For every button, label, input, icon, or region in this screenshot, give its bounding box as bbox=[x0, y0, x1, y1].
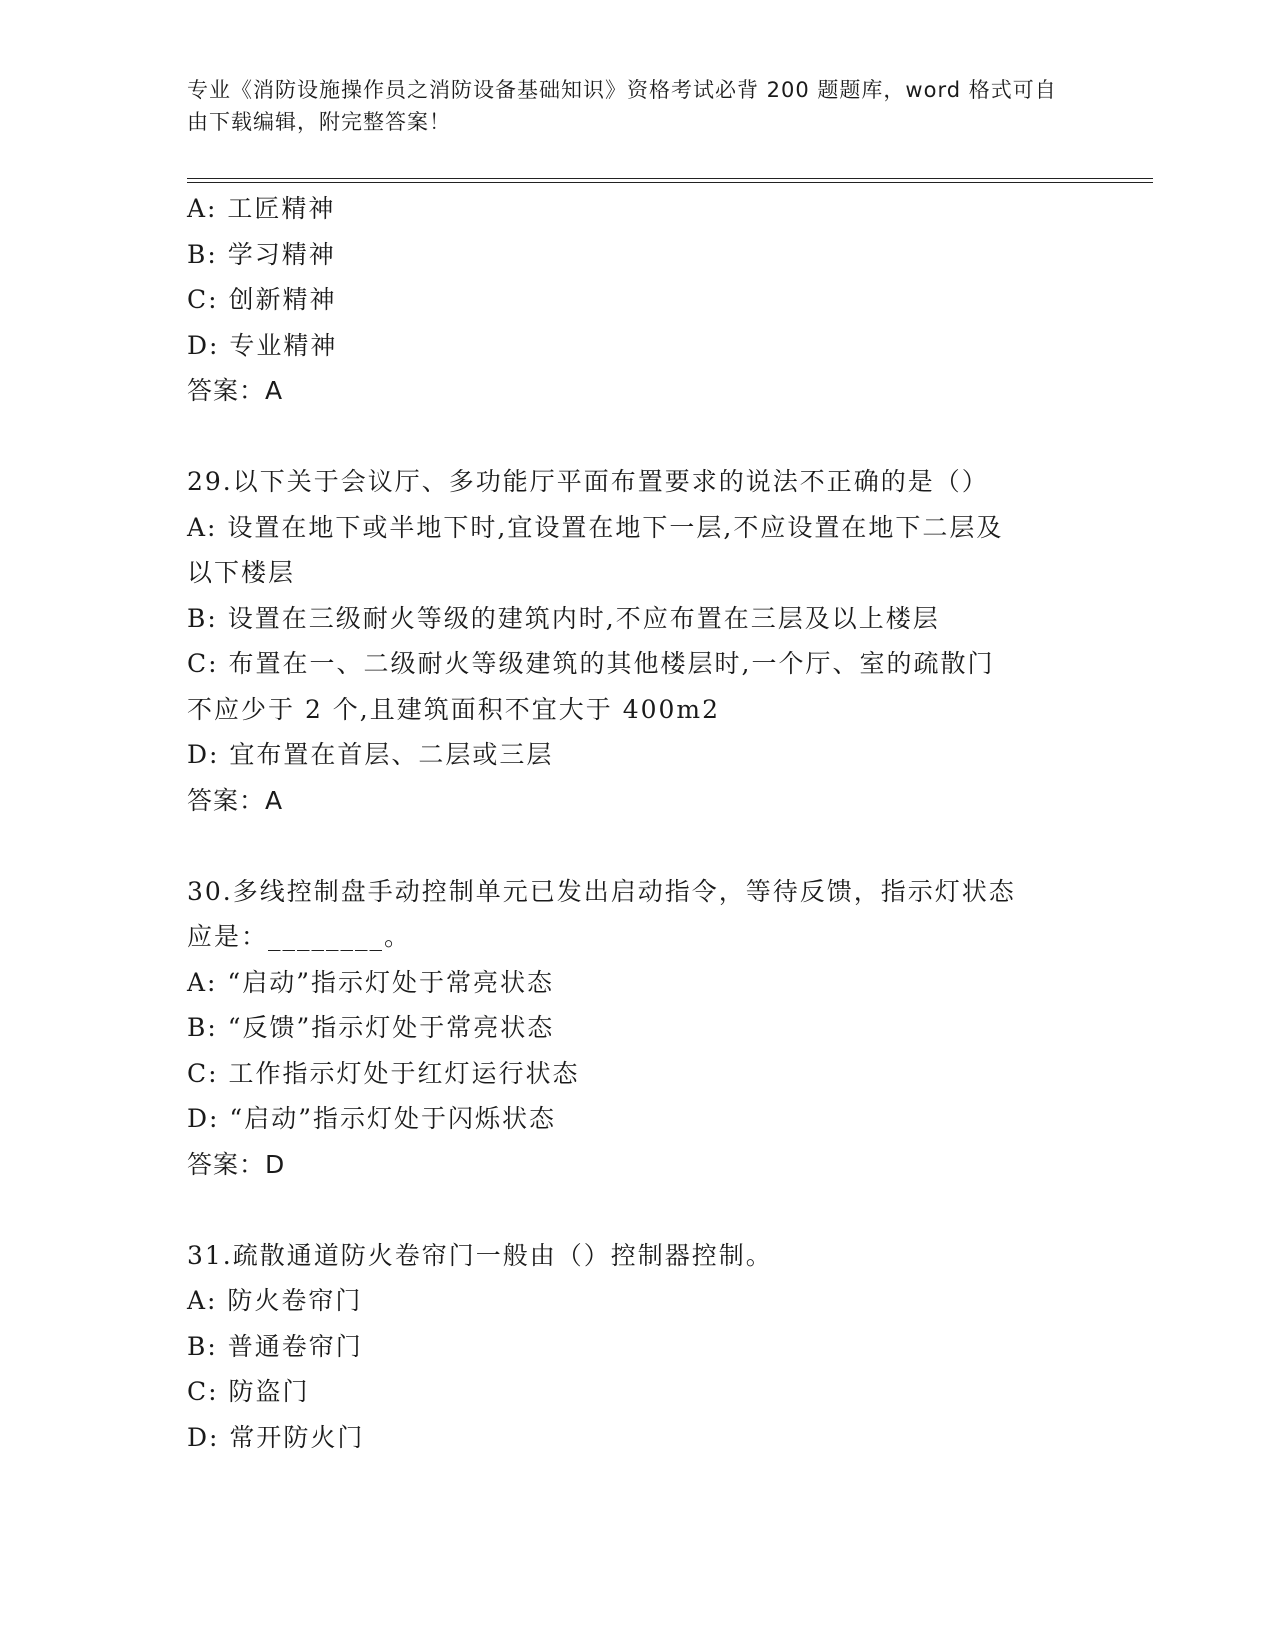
spacer bbox=[187, 823, 1087, 869]
option-c-continued: 不应少于 2 个,且建筑面积不宜大于 400m2 bbox=[187, 694, 721, 724]
question-block-31 bbox=[187, 1233, 1087, 1461]
spacer bbox=[187, 1187, 1087, 1233]
option-a: A: 设置在地下或半地下时,宜设置在地下一层,不应设置在地下二层及 bbox=[187, 512, 1004, 542]
question-text: 30.多线控制盘手动控制单元已发出启动指令，等待反馈，指示灯状态 bbox=[187, 876, 1016, 906]
option-a-continued: 以下楼层 bbox=[187, 558, 296, 587]
spacer bbox=[187, 414, 1087, 460]
question-text-continued: 应是：________。 bbox=[187, 922, 412, 951]
option-b: B: “反馈”指示灯处于常亮状态 bbox=[187, 1013, 555, 1042]
option-d: D: 专业精神 bbox=[187, 330, 338, 360]
option-b: B: 普通卷帘门 bbox=[187, 1331, 363, 1361]
question-text: 29.以下关于会议厅、多功能厅平面布置要求的说法不正确的是（） bbox=[187, 467, 989, 496]
header-rule-top bbox=[187, 178, 1153, 179]
question-block-29 bbox=[187, 459, 1087, 823]
question-text: 31.疏散通道防火卷帘门一般由（）控制器控制。 bbox=[187, 1240, 773, 1270]
header-rule-bottom bbox=[187, 182, 1153, 183]
question-block-28 bbox=[187, 186, 1087, 414]
option-d: D: 常开防火门 bbox=[187, 1422, 365, 1452]
option-a: A: 防火卷帘门 bbox=[187, 1286, 363, 1315]
option-c: C: 布置在一、二级耐火等级建筑的其他楼层时,一个厅、室的疏散门 bbox=[187, 649, 995, 678]
page-header-title: 专业《消防设施操作员之消防设备基础知识》资格考试必背 200 题题库，word 格式可自由下载编辑，附完整答案！ bbox=[187, 78, 1057, 134]
option-b: B: 学习精神 bbox=[187, 239, 336, 269]
option-c: C: 创新精神 bbox=[187, 285, 337, 314]
option-a: A: “启动”指示灯处于常亮状态 bbox=[187, 967, 554, 997]
answer-label: 答案：D bbox=[187, 1149, 286, 1179]
answer-label: 答案：A bbox=[187, 376, 284, 405]
option-c: C: 工作指示灯处于红灯运行状态 bbox=[187, 1058, 580, 1088]
question-block-30 bbox=[187, 869, 1087, 1188]
option-a: A: 工匠精神 bbox=[187, 194, 336, 223]
option-c: C: 防盗门 bbox=[187, 1377, 310, 1406]
option-d: D: 宜布置在首层、二层或三层 bbox=[187, 740, 554, 769]
option-d: D: “启动”指示灯处于闪烁状态 bbox=[187, 1104, 556, 1133]
option-b: B: 设置在三级耐火等级的建筑内时,不应布置在三层及以上楼层 bbox=[187, 603, 940, 633]
answer-label: 答案：A bbox=[187, 785, 284, 815]
document-body bbox=[187, 186, 1087, 1460]
